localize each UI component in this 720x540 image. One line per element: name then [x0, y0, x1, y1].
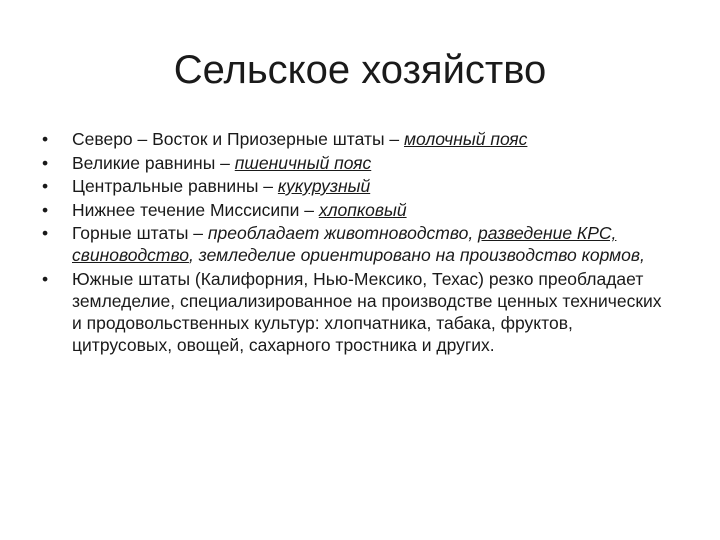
item-italic: , земледелие ориентировано на производство кормов, — [188, 245, 645, 265]
item-emphasis: пшеничный пояс — [234, 152, 372, 173]
list-item — [42, 128, 662, 150]
item-emphasis: хлопковый — [318, 199, 407, 220]
item-emphasis: кукурузный — [277, 176, 371, 196]
bullet-dot-icon: • — [42, 176, 49, 196]
list-item — [42, 152, 662, 174]
list-item — [42, 199, 662, 221]
item-text: Горные штаты – — [72, 223, 208, 243]
item-text: Центральные равнины – — [72, 176, 278, 196]
bullet-dot-icon: • — [42, 199, 49, 220]
bullet-dot-icon: • — [42, 129, 49, 149]
list-item — [42, 175, 662, 197]
item-text: Южные штаты (Калифорния, Нью-Мексико, Техас) резко преобладает земледелие, специализированное на производстве ценных технических и продовольственных культур: хлопчатника, табака, фруктов, цитрусовых, овощей, сахарного тростника и других. — [72, 268, 662, 355]
item-text: Северо – Восток и Приозерные штаты – — [72, 129, 404, 149]
item-italic: преобладает животноводство — [207, 223, 469, 243]
item-emphasis: разведение КРС, — [478, 223, 617, 243]
bullet-dot-icon: • — [42, 152, 49, 173]
bullet-dot-icon: • — [42, 223, 49, 243]
bullet-dot-icon: • — [42, 268, 49, 289]
item-text: Великие равнины – — [72, 152, 235, 173]
slide-title: Сельское хозяйство — [173, 48, 547, 92]
item-text: Нижнее течение Миссисипи – — [72, 199, 319, 220]
list-item — [42, 222, 662, 266]
item-emphasis: свиноводство — [72, 245, 189, 265]
item-emphasis: молочный пояс — [404, 129, 528, 149]
list-item — [42, 268, 662, 356]
item-separator: , — [468, 223, 479, 243]
bullet-list — [42, 128, 662, 357]
